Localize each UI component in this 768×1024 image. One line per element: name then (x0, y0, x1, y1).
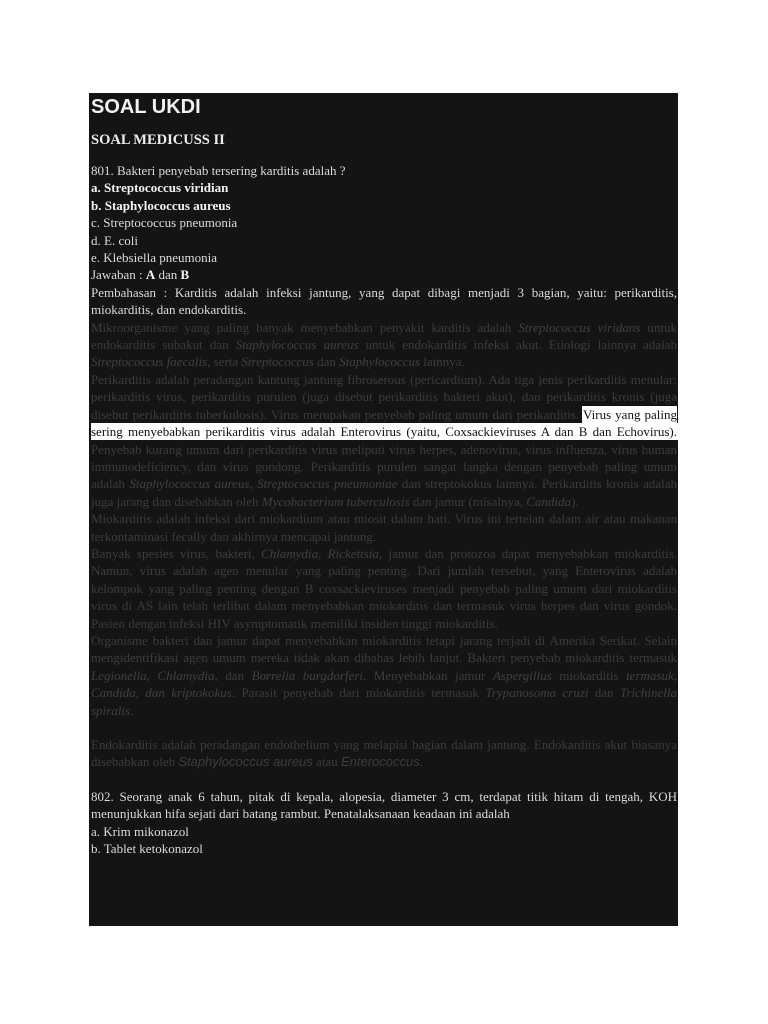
paragraph-pericarditis: Perikarditis adalah peradangan kantung jantung fibroserous (pericardium). Ada tiga jenis perikarditis menular: perikarditis virus, perikarditis purulen (juga disebut perikarditis bakteri akut), dan perikarditis kronis (juga disebut perikarditis tuberkulosis). Virus merupakan penyebab paling umum dari perikarditis. Virus yang paling sering menyebabkan perikarditis virus adalah Enterovirus (yaitu, Coxsackieviruses A dan B dan Echovirus). Penyebab kurang umum dari perikarditis virus meliputi virus herpes, adenovirus, virus influenza, virus human immunodeficiency, dan virus gondong. Perikarditis purulen sangat langka dengan penyebab paling umum adalah Staphylococcus aureus, Streptococcus pneumoniae dan streptokokus lainnya. Perikarditis kronis adalah juga jarang dan disebabkan oleh Mycobacterium tuberculosis dan jamur (misalnya, Candida). (91, 371, 678, 509)
option-801-e: e. Klebsiella pneumonia (91, 250, 217, 266)
answer-b: B (180, 267, 190, 283)
paragraph-myocarditis-2: Banyak spesies virus, bakteri, Chlamydia, Rickettsia, jamur dan protozoa dapat menyebabkan miokarditis. Namun, virus adalah agen menular yang paling penting. Dari jumlah tersebut, yang Enterovirus adalah kelompok yang paling penting dengan B coxsackieviruses menjadi penyebab paling umum dari miokarditis virus di AS lain telah terlibat dalam menyebabkan miokarditis dan termasuk virus herpes dan virus gondok. Pasien dengan infeksi HIV asymptomatik memiliki insiden tinggi miokarditis. (91, 545, 678, 631)
paragraph-microorganism: Mikroorganisme yang paling banyak menyebabkan penyakit karditis adalah Streptococcus viridans untuk endokarditis subakut dan Staphylococcus aureus untuk endokarditis infeksi akut. Etiologi lainnya adalah Streptococcus faecalis, serta Streptococcus dan Staphylococcus lainnya. (91, 319, 677, 370)
page-title: SOAL UKDI (91, 96, 201, 118)
option-801-c: c. Streptococcus pneumonia (91, 215, 238, 231)
option-801-a: a. Streptococcus viridian (91, 180, 229, 196)
question-801: 801. Bakteri penyebab tersering karditis adalah ? (91, 163, 346, 178)
paragraph-endocarditis: Endokarditis adalah peradangan endothelium yang melapisi bagian dalam jantung. Endokarditis akut biasanya disebabkan oleh Staphylococcus aureus atau Enterococcus. (91, 737, 677, 770)
option-801-b: b. Staphylococcus aureus (91, 197, 231, 213)
answer-prefix: Jawaban : (91, 267, 146, 283)
explanation-801: Pembahasan : Karditis adalah infeksi jantung, yang dapat dibagi menjadi 3 bagian, yaitu: perikarditis, miokarditis, dan endokarditis. (91, 284, 677, 318)
page-subtitle: SOAL MEDICUSS II (91, 132, 225, 148)
answer-801 (91, 266, 677, 283)
question-802: 802. Seorang anak 6 tahun, pitak di kepala, alopesia, diameter 3 cm, terdapat titik hitam di tengah, KOH menunjukkan hifa sejati dari batang rambut. Penatalaksanaan keadaan ini adalah (91, 788, 677, 822)
option-801-d: d. E. coli (91, 232, 138, 248)
paragraph-myocarditis-1: Miokarditis adalah infeksi dari miokardium atau miosit dalam hati. Virus ini tertelan dalam air atau makanan terkontaminasi fecally dan akhirnya mencapai jantung. (91, 511, 677, 544)
option-802-a: a. Krim mikonazol (91, 823, 189, 839)
paragraph-myocarditis-3: Organisme bakteri dan jamur dapat menyebabkan miokarditis tetapi jarang terjadi di Amerika Serikat. Selain mengidentifikasi agen umum mereka tidak akan dibahas lebih lanjut. Bakteri penyebab miokarditis termasuk Legionella, Chlamydia, dan Borrelia burgdorferi. Menyebabkan jamur Aspergillus miokarditis termasuk, Candida, dan kriptokokus. Parasit penyebab dari miokarditis termasuk Trypanosoma cruzi dan Trichinella spiralis. (91, 632, 677, 718)
document-page (89, 93, 678, 926)
answer-a: A (145, 267, 156, 283)
highlighted-text: Virus yang paling sering menyebabkan perikarditis virus adalah Enterovirus (yaitu, Coxsackieviruses A dan B dan Echovirus). (91, 406, 677, 440)
option-802-b: b. Tablet ketokonazol (91, 841, 203, 857)
document-body (91, 93, 677, 857)
answer-mid: dan (155, 267, 181, 283)
